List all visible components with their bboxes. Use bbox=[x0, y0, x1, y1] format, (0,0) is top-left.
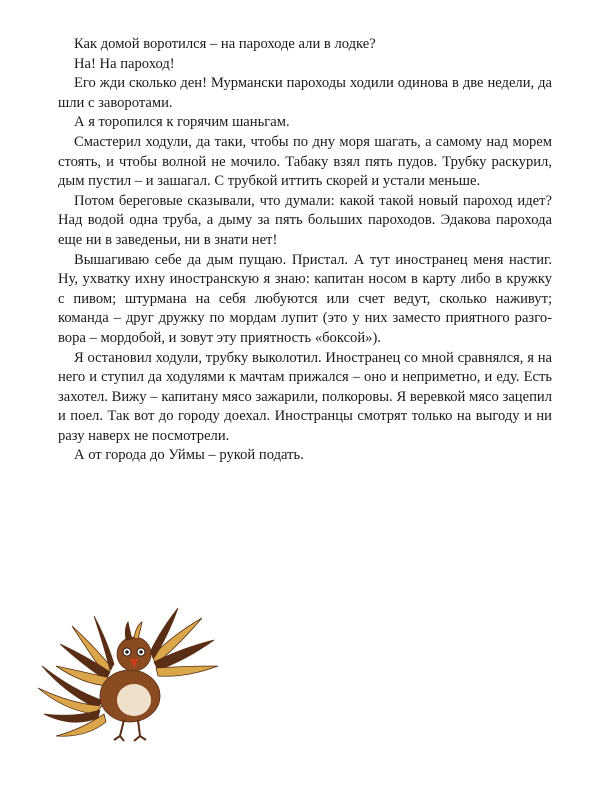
paragraph: Его жди сколько ден! Мурмански пароходы ходили одинова в две недели, да шли с заворотами. bbox=[58, 75, 552, 111]
bird-right-wing bbox=[150, 608, 218, 676]
paragraph: Вышагиваю себе да дым пущаю. Пристал. А тут иностранец меня настиг. Ну, ухватку ихну иностранскую я знаю: капитан носом в карту либо в кружку с пивом; штурмана на себя любуются или счет ведут, сколько наживут; команда – друг дружку по мордам лупит (это у них заместо приятного разговора – мордобой, и зовут эту приятность «боксой»). bbox=[58, 251, 552, 346]
paragraph: А я торопился к горячим шаньгам. bbox=[74, 114, 290, 131]
paragraph: Смастерил ходули, да таки, чтобы по дну моря шагать, а самому над морем стоять, и чтобы волной не мочило. Табаку взял пять пудов. Трубку раскурил, дым пустил – и зашагал. С трубкой иттить скорей и устали меньше. bbox=[58, 133, 552, 190]
paragraph: А от города до Уймы – рукой подать. bbox=[74, 447, 304, 464]
bird-legs bbox=[114, 720, 146, 741]
bird-illustration bbox=[34, 596, 224, 746]
bird-belly bbox=[117, 684, 151, 716]
paragraph: Я остановил ходули, трубку выколотил. Иностранец со мной сравнялся, я на него и ступил да ходулями к мачтам прижался – оно и неприметно, и еду. Есть захотел. Вижу – капитану мясо зажарили, полкоровы. Я веревкой мясо зацепил и поел. Так вот до городу доехал. Иностранцы смотрят только на выгоду и ни разу наверх не посмотрели. bbox=[58, 349, 552, 444]
paragraph: На! На пароход! bbox=[74, 55, 175, 72]
bird-left-wing bbox=[56, 616, 114, 686]
story-text bbox=[58, 35, 552, 466]
paragraph: Потом береговые сказывали, что думали: какой такой новый пароход идет? Над водой одна труба, а дыму за пять больших пароходов. Эдакова парохода еще ни в заведеньи, ни в знати нет! bbox=[58, 192, 552, 248]
paragraph: Как домой воротился – на пароходе али в лодке? bbox=[74, 36, 376, 52]
